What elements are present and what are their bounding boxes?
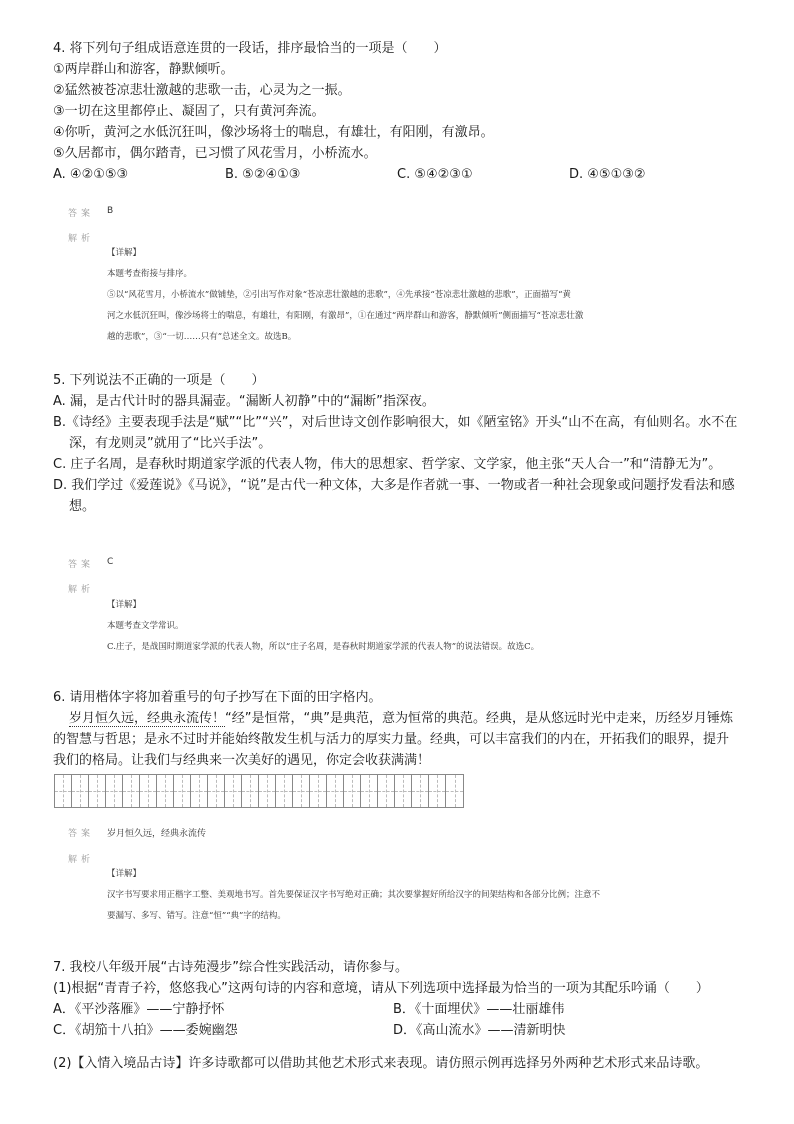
detail-block xyxy=(107,595,734,658)
sub-question-2: (2)【入情入境品古诗】许多诗歌都可以借助其他艺术形式来表现。请仿照示例再选择另外两种艺术形式来品诗歌。 xyxy=(53,1056,709,1071)
question-stem: 4. 将下列句子组成语意连贯的一段话，排序最恰当的一项是（ ） xyxy=(53,41,447,56)
answer-value: C xyxy=(107,557,114,567)
option-a: A. 漏，是古代计时的器具漏壶。“漏断人初静”中的“漏断”指深夜。 xyxy=(53,394,435,409)
detail-line: 要漏写、多写、错写。注意“恒”“典”字的结构。 xyxy=(107,911,286,921)
option-b: B．《十面埋伏》——壮丽雄伟 xyxy=(393,1002,565,1017)
detail-line: 越的悲歌”，③“一切……只有”总述全文。故选B。 xyxy=(107,332,297,342)
grid-cell[interactable] xyxy=(208,775,225,807)
option-a: A. ④②①⑤③ xyxy=(53,167,129,182)
question-5 xyxy=(53,370,744,517)
grid-cell[interactable] xyxy=(327,775,344,807)
detail-title: 【详解】 xyxy=(107,248,142,258)
grid-cell[interactable] xyxy=(293,775,310,807)
option-b: B.《诗经》主要表现手法是“赋”“比”“兴”，对后世诗文创作影响很大，如《陋室铭》开头“山不在高，有仙则名。水不在深，有龙则灵”就用了“比兴手法”。 xyxy=(53,415,738,451)
grid-cell[interactable] xyxy=(378,775,395,807)
option-c: C. ⑤④②③① xyxy=(397,167,473,182)
grid-cell[interactable] xyxy=(276,775,293,807)
grid-cell[interactable] xyxy=(242,775,259,807)
grid-cell[interactable] xyxy=(157,775,174,807)
options-row xyxy=(53,1020,754,1041)
grid-cell[interactable] xyxy=(395,775,412,807)
grid-cell[interactable] xyxy=(412,775,429,807)
sentence-3: ③一切在这里都停止、凝固了，只有黄河奔流。 xyxy=(53,104,325,119)
emphasized-sentence: 岁月恒久远，经典永流传！ xyxy=(69,711,226,726)
grid-cell[interactable] xyxy=(429,775,446,807)
grid-cell[interactable] xyxy=(191,775,208,807)
grid-cell[interactable] xyxy=(72,775,89,807)
tian-zi-grid[interactable] xyxy=(54,774,464,808)
analysis-label: 解析 xyxy=(68,585,95,595)
question-4 xyxy=(53,38,754,185)
answer-value: 岁月恒久远，经典永流传 xyxy=(107,829,207,839)
option-a: A．《平沙落雁》——宁静抒怀 xyxy=(53,1002,225,1017)
answer-value: B xyxy=(107,206,114,216)
option-d: D. 我们学过《爱莲说》《马说》，“说”是古代一种文体，大多是作者就一事、一物或者一种社会现象或问题抒发看法和感想。 xyxy=(53,478,735,514)
grid-cell[interactable] xyxy=(446,775,463,807)
grid-cell[interactable] xyxy=(310,775,327,807)
detail-line: 河之水低沉狂叫，像沙场将士的喘息，有雄壮，有阳刚，有激昂”，①在通过“两岸群山和游客，静默倾听”侧面描写“苍凉悲壮激 xyxy=(107,311,584,321)
detail-line: ⑤以“风花雪月，小桥流水”做铺垫，②引出写作对象“苍凉悲壮激越的悲歌”，④先承接“苍凉悲壮激越的悲歌”，正面描写“黄 xyxy=(107,290,571,300)
detail-title: 【详解】 xyxy=(107,600,142,610)
option-d: D．《高山流水》——清新明快 xyxy=(393,1023,566,1038)
grid-cell[interactable] xyxy=(140,775,157,807)
option-d: D. ④⑤①③② xyxy=(569,167,646,182)
answer-label: 答案 xyxy=(68,209,95,219)
question-stem: 6. 请用楷体字将加着重号的句子抄写在下面的田字格内。 xyxy=(53,690,382,705)
option-c: C. 庄子名周，是春秋时期道家学派的代表人物，伟大的思想家、哲学家、文学家，他主张“天人合一”和“清静无为”。 xyxy=(53,457,722,472)
grid-cell[interactable] xyxy=(361,775,378,807)
grid-cell[interactable] xyxy=(259,775,276,807)
passage xyxy=(53,708,739,771)
grid-cell[interactable] xyxy=(123,775,140,807)
detail-line: 本题考查衔接与排序。 xyxy=(107,269,193,279)
sentence-1: ①两岸群山和游客，静默倾听。 xyxy=(53,62,234,77)
option-c: C．《胡笳十八拍》——委婉幽怨 xyxy=(53,1023,238,1038)
sentence-2: ②猛然被苍凉悲壮激越的悲歌一击，心灵为之一振。 xyxy=(53,83,351,98)
passage-rest: “经”是恒常，“典”是典范，意为恒常的典范。经典，是从悠远时光中走来，历经岁月锤炼的智慧与哲思；是永不过时并能始终散发生机与活力的厚实力量。经典，可以丰富我们的内在，开拓我们的眼界，提升我们的格局。让我们与经典来一次美好的遇见，你定会收获满满！ xyxy=(53,711,733,768)
detail-block xyxy=(107,864,734,927)
analysis-label: 解析 xyxy=(68,855,95,865)
options-row xyxy=(53,999,754,1020)
option-b: B. ⑤②④①③ xyxy=(225,167,301,182)
detail-line: 汉字书写要求用正楷字工整、美观地书写。首先要保证汉字书写绝对正确；其次要掌握好所给汉字的间架结构和各部分比例；注意不 xyxy=(107,890,601,900)
detail-line: C.庄子，是战国时期道家学派的代表人物，所以“庄子名周，是春秋时期道家学派的代表人物”的说法错误。故选C。 xyxy=(107,642,540,652)
grid-cell[interactable] xyxy=(55,775,72,807)
grid-cell[interactable] xyxy=(89,775,106,807)
grid-cell[interactable] xyxy=(106,775,123,807)
sentence-4: ④你听，黄河之水低沉狂叫，像沙场将士的喘息，有雄壮，有阳刚，有激昂。 xyxy=(53,125,494,140)
question-stem: 7. 我校八年级开展“古诗苑漫步”综合性实践活动，请你参与。 xyxy=(53,960,409,975)
grid-cell[interactable] xyxy=(225,775,242,807)
question-stem: 5. 下列说法不正确的一项是（ ） xyxy=(53,373,265,388)
answer-label: 答案 xyxy=(68,560,95,570)
analysis-label: 解析 xyxy=(68,234,95,244)
detail-title: 【详解】 xyxy=(107,869,142,879)
options-row xyxy=(53,164,754,185)
sentence-5: ⑤久居都市，偶尔踏青，已习惯了风花雪月，小桥流水。 xyxy=(53,146,377,161)
question-6 xyxy=(53,687,739,771)
detail-line: 本题考查文学常识。 xyxy=(107,621,184,631)
grid-cell[interactable] xyxy=(174,775,191,807)
sub-question-1: (1)根据“青青子衿，悠悠我心”这两句诗的内容和意境，请从下列选项中选择最为恰当的一项为其配乐吟诵（ ） xyxy=(53,981,709,996)
detail-block xyxy=(107,243,734,348)
grid-cell[interactable] xyxy=(344,775,361,807)
answer-label: 答案 xyxy=(68,829,95,839)
question-7 xyxy=(53,957,754,1074)
